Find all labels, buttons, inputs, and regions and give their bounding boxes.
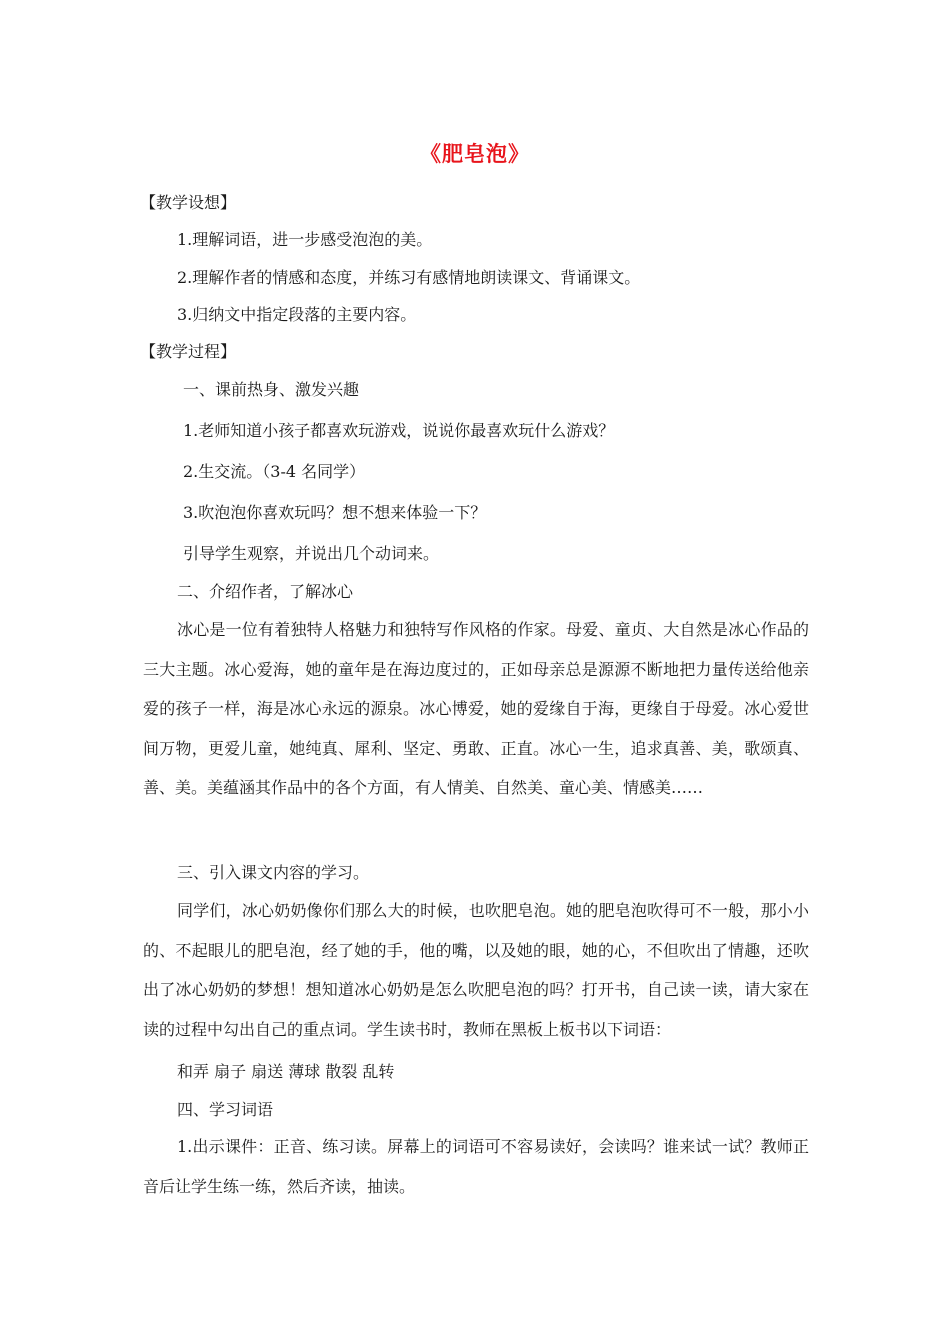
section-heading-teaching-idea: 【教学设想】 (140, 193, 237, 212)
part4-paragraph: 1.出示课件：正音、练习读。屏幕上的词语可不容易读好，会读吗？谁来试一试？教师正音后让学生练一练，然后齐读，抽读。 (143, 1137, 809, 1196)
part2-heading: 二、介绍作者，了解冰心 (177, 582, 354, 601)
part1-item-2: 2.生交流。（3-4 名同学） (183, 462, 366, 481)
part1-item-3: 3.吹泡泡你喜欢玩吗？想不想来体验一下？ (183, 503, 487, 522)
part1-heading: 一、课前热身、激发兴趣 (183, 380, 360, 399)
document-title: 《肥皂泡》 (420, 142, 530, 166)
part3-paragraph: 同学们，冰心奶奶像你们那么大的时候，也吹肥皂泡。她的肥皂泡吹得可不一般，那小小的、不起眼儿的肥皂泡，经了她的手，他的嘴，以及她的眼，她的心，不但吹出了情趣，还吹出了冰心奶奶的梦想！想知道冰心奶奶是怎么吹肥皂泡的吗？打开书，自己读一读，请大家在读的过程中勾出自己的重点词。学生读书时，教师在黑板上板书以下词语： (143, 901, 809, 1039)
part1-item-1: 1.老师知道小孩子都喜欢玩游戏，说说你最喜欢玩什么游戏？ (183, 421, 615, 440)
teaching-idea-item-3: 3.归纳文中指定段落的主要内容。 (177, 305, 417, 324)
teaching-idea-item-2: 2.理解作者的情感和态度，并练习有感情地朗读课文、背诵课文。 (177, 268, 641, 287)
section-heading-teaching-process: 【教学过程】 (140, 342, 237, 361)
teaching-idea-item-1: 1.理解词语，进一步感受泡泡的美。 (177, 230, 433, 249)
part1-item-4: 引导学生观察，并说出几个动词来。 (183, 544, 440, 563)
part3-word-list: 和弄 扇子 扇送 薄球 散裂 乱转 (177, 1062, 395, 1081)
part3-heading: 三、引入课文内容的学习。 (177, 863, 370, 882)
part4-heading: 四、学习词语 (177, 1100, 274, 1119)
part2-paragraph: 冰心是一位有着独特人格魅力和独特写作风格的作家。母爱、童贞、大自然是冰心作品的三大主题。冰心爱海，她的童年是在海边度过的，正如母亲总是源源不断地把力量传送给他亲爱的孩子一样，海是冰心永远的源泉。冰心博爱，她的爱缘自于海，更缘自于母爱。冰心爱世间万物，更爱儿童，她纯真、犀利、坚定、勇敢、正直。冰心一生，追求真善、美，歌颂真、善、美。美蕴涵其作品中的各个方面，有人情美、自然美、童心美、情感美…… (143, 620, 809, 798)
